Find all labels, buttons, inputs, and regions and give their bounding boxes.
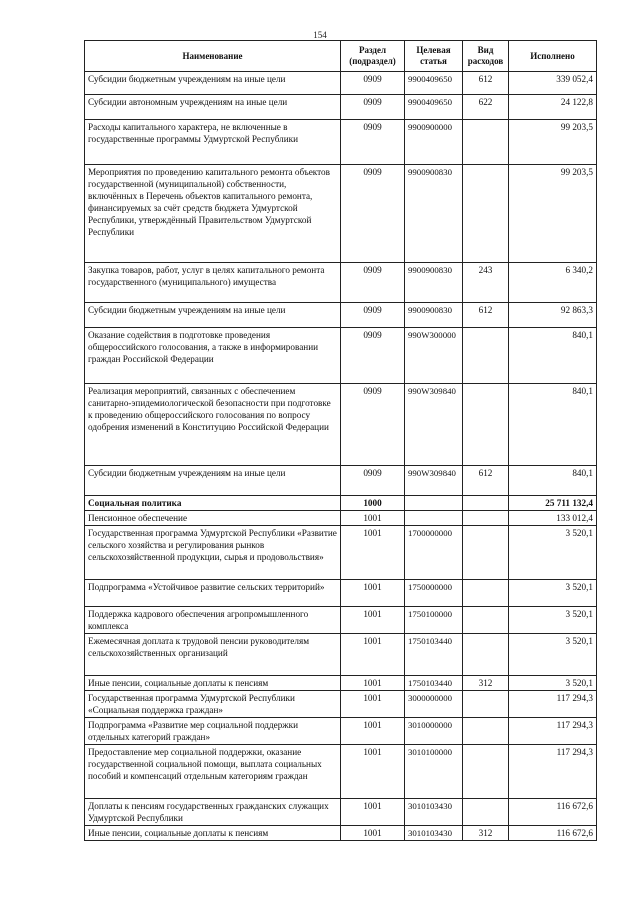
table-row xyxy=(85,691,597,718)
cell-name: Иные пенсии, социальные доплаты к пенсиям xyxy=(85,826,341,841)
table-row xyxy=(85,526,597,580)
cell-vid xyxy=(463,634,509,676)
cell-statya xyxy=(405,511,463,526)
cell-vid xyxy=(463,511,509,526)
cell-razdel: 0909 xyxy=(341,95,405,120)
cell-razdel: 0909 xyxy=(341,303,405,328)
cell-vid xyxy=(463,120,509,165)
cell-ispolneno: 99 203,5 xyxy=(509,120,597,165)
table-row xyxy=(85,120,597,165)
cell-ispolneno: 3 520,1 xyxy=(509,526,597,580)
cell-razdel: 1001 xyxy=(341,511,405,526)
table-row xyxy=(85,303,597,328)
cell-name: Реализация мероприятий, связанных с обеспечением санитарно-эпидемиологической безопасности при подготовке к проведению общероссийского голосования по вопросу одобрения изменений в Конституцию Российской Федерации xyxy=(85,384,341,466)
cell-razdel: 0909 xyxy=(341,328,405,384)
cell-razdel: 1000 xyxy=(341,496,405,511)
table-row xyxy=(85,496,597,511)
header-name: Наименование xyxy=(85,41,341,72)
cell-razdel: 1001 xyxy=(341,799,405,826)
cell-statya: 1750100000 xyxy=(405,607,463,634)
cell-razdel: 0909 xyxy=(341,384,405,466)
cell-ispolneno: 3 520,1 xyxy=(509,676,597,691)
cell-statya: 990W309840 xyxy=(405,466,463,496)
cell-vid: 612 xyxy=(463,303,509,328)
cell-ispolneno: 840,1 xyxy=(509,384,597,466)
table-row xyxy=(85,826,597,841)
cell-ispolneno: 117 294,3 xyxy=(509,745,597,799)
cell-vid xyxy=(463,718,509,745)
cell-vid xyxy=(463,691,509,718)
cell-name: Оказание содействия в подготовке проведения общероссийского голосования, а также в информировании граждан Российской Федерации xyxy=(85,328,341,384)
table-row xyxy=(85,466,597,496)
cell-ispolneno: 25 711 132,4 xyxy=(509,496,597,511)
cell-vid xyxy=(463,496,509,511)
cell-name: Ежемесячная доплата к трудовой пенсии руководителям сельскохозяйственных организаций xyxy=(85,634,341,676)
cell-ispolneno: 3 520,1 xyxy=(509,634,597,676)
cell-statya: 1750103440 xyxy=(405,676,463,691)
cell-ispolneno: 24 122,8 xyxy=(509,95,597,120)
cell-statya xyxy=(405,496,463,511)
cell-statya: 9900409650 xyxy=(405,95,463,120)
cell-ispolneno: 117 294,3 xyxy=(509,691,597,718)
cell-razdel: 0909 xyxy=(341,263,405,303)
cell-vid: 243 xyxy=(463,263,509,303)
cell-statya: 9900409650 xyxy=(405,72,463,95)
cell-name: Субсидии бюджетным учреждениям на иные цели xyxy=(85,72,341,95)
cell-ispolneno: 6 340,2 xyxy=(509,263,597,303)
table-row xyxy=(85,263,597,303)
cell-ispolneno: 133 012,4 xyxy=(509,511,597,526)
cell-statya: 9900900830 xyxy=(405,303,463,328)
cell-razdel: 1001 xyxy=(341,826,405,841)
cell-statya: 1700000000 xyxy=(405,526,463,580)
cell-vid xyxy=(463,384,509,466)
cell-vid: 612 xyxy=(463,466,509,496)
cell-name: Закупка товаров, работ, услуг в целях капитального ремонта государственного (муниципального) имущества xyxy=(85,263,341,303)
cell-ispolneno: 840,1 xyxy=(509,328,597,384)
header-statya: Целевая статья xyxy=(405,41,463,72)
cell-name: Доплаты к пенсиям государственных гражданских служащих Удмуртской Республики xyxy=(85,799,341,826)
header-vid: Вид расходов xyxy=(463,41,509,72)
cell-statya: 9900900830 xyxy=(405,263,463,303)
table-row xyxy=(85,95,597,120)
cell-name: Государственная программа Удмуртской Республики «Развитие сельского хозяйства и регулирования рынков сельскохозяйственной продукции, сырья и продовольствия» xyxy=(85,526,341,580)
table-row xyxy=(85,72,597,95)
cell-razdel: 1001 xyxy=(341,607,405,634)
cell-vid: 312 xyxy=(463,676,509,691)
cell-name: Мероприятия по проведению капитального ремонта объектов государственной (муниципальной) собственности, включённых в Перечень объектов капитального ремонта, финансируемых за счёт средств бюджета Удмуртской Республики, утверждённый Правительством Удмуртской Республики xyxy=(85,165,341,263)
cell-razdel: 1001 xyxy=(341,691,405,718)
cell-name: Пенсионное обеспечение xyxy=(85,511,341,526)
table-row xyxy=(85,607,597,634)
cell-name: Субсидии автономным учреждениям на иные цели xyxy=(85,95,341,120)
cell-ispolneno: 99 203,5 xyxy=(509,165,597,263)
budget-table xyxy=(84,40,597,841)
cell-razdel: 1001 xyxy=(341,745,405,799)
cell-statya: 3010103430 xyxy=(405,826,463,841)
cell-ispolneno: 116 672,6 xyxy=(509,826,597,841)
cell-vid xyxy=(463,799,509,826)
table-row xyxy=(85,718,597,745)
cell-razdel: 1001 xyxy=(341,580,405,607)
cell-statya: 9900900000 xyxy=(405,120,463,165)
cell-razdel: 0909 xyxy=(341,120,405,165)
cell-name: Субсидии бюджетным учреждениям на иные цели xyxy=(85,303,341,328)
cell-ispolneno: 3 520,1 xyxy=(509,607,597,634)
cell-statya: 990W309840 xyxy=(405,384,463,466)
cell-vid: 622 xyxy=(463,95,509,120)
cell-name: Подпрограмма «Развитие мер социальной поддержки отдельных категорий граждан» xyxy=(85,718,341,745)
cell-ispolneno: 339 052,4 xyxy=(509,72,597,95)
cell-ispolneno: 116 672,6 xyxy=(509,799,597,826)
cell-vid xyxy=(463,607,509,634)
cell-razdel: 0909 xyxy=(341,165,405,263)
cell-name: Предоставление мер социальной поддержки, оказание государственной социальной помощи, выплата социальных пособий и компенсаций отдельным категориям граждан xyxy=(85,745,341,799)
cell-razdel: 0909 xyxy=(341,466,405,496)
cell-name: Поддержка кадрового обеспечения агропромышленного комплекса xyxy=(85,607,341,634)
cell-razdel: 1001 xyxy=(341,676,405,691)
cell-name: Расходы капитального характера, не включенные в государственные программы Удмуртской Республики xyxy=(85,120,341,165)
table-row xyxy=(85,676,597,691)
cell-vid xyxy=(463,328,509,384)
header-ispolneno: Исполнено xyxy=(509,41,597,72)
table-row xyxy=(85,634,597,676)
cell-vid xyxy=(463,745,509,799)
table-row xyxy=(85,580,597,607)
cell-statya: 9900900830 xyxy=(405,165,463,263)
cell-ispolneno: 117 294,3 xyxy=(509,718,597,745)
cell-razdel: 1001 xyxy=(341,634,405,676)
table-row xyxy=(85,745,597,799)
cell-ispolneno: 840,1 xyxy=(509,466,597,496)
cell-statya: 1750103440 xyxy=(405,634,463,676)
cell-vid xyxy=(463,526,509,580)
cell-vid: 312 xyxy=(463,826,509,841)
table-header-row xyxy=(85,41,597,72)
cell-name: Иные пенсии, социальные доплаты к пенсиям xyxy=(85,676,341,691)
cell-statya: 990W300000 xyxy=(405,328,463,384)
cell-name: Социальная политика xyxy=(85,496,341,511)
cell-razdel: 0909 xyxy=(341,72,405,95)
cell-statya: 3010100000 xyxy=(405,745,463,799)
cell-statya: 3010000000 xyxy=(405,718,463,745)
cell-vid xyxy=(463,165,509,263)
table-row xyxy=(85,384,597,466)
table-row xyxy=(85,165,597,263)
page-number: 154 xyxy=(313,30,327,40)
cell-ispolneno: 3 520,1 xyxy=(509,580,597,607)
cell-vid xyxy=(463,580,509,607)
header-razdel: Раздел (подраздел) xyxy=(341,41,405,72)
cell-statya: 3010103430 xyxy=(405,799,463,826)
table-row xyxy=(85,511,597,526)
cell-name: Подпрограмма «Устойчивое развитие сельских территорий» xyxy=(85,580,341,607)
cell-statya: 1750000000 xyxy=(405,580,463,607)
table-row xyxy=(85,799,597,826)
cell-razdel: 1001 xyxy=(341,526,405,580)
table-row xyxy=(85,328,597,384)
cell-ispolneno: 92 863,3 xyxy=(509,303,597,328)
cell-vid: 612 xyxy=(463,72,509,95)
cell-razdel: 1001 xyxy=(341,718,405,745)
cell-statya: 3000000000 xyxy=(405,691,463,718)
cell-name: Государственная программа Удмуртской Республики «Социальная поддержка граждан» xyxy=(85,691,341,718)
cell-name: Субсидии бюджетным учреждениям на иные цели xyxy=(85,466,341,496)
